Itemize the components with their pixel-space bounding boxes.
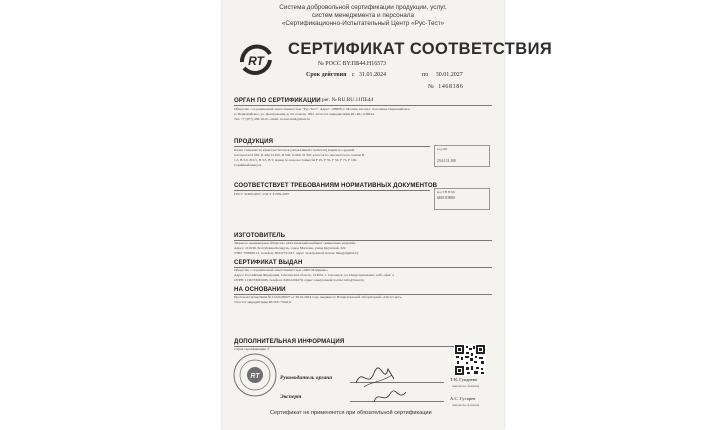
- validity-from-label: с: [351, 72, 355, 78]
- product-line-3: 1,5, В 2,0, В 2,5, В 3,5, В 5; марки по морозостойкости F 25, F 35, F 50, F 75, F 100.: [234, 158, 358, 162]
- standards-code-label: код ТН ВЭД: [437, 190, 455, 194]
- validity-row: [306, 72, 386, 78]
- standards-heading: СООТВЕТСТВУЕТ ТРЕБОВАНИЯМ НОРМАТИВНЫХ ДОКУМЕНТОВ: [234, 182, 438, 189]
- head-signature-label: Руководитель органа: [280, 375, 333, 381]
- header-line-3: «Сертификационно-Испытательный Центр «Рус-Тест»: [281, 20, 445, 27]
- product-code: 23.61.11.100: [437, 159, 456, 163]
- certificate-title: СЕРТИФИКАТ СООТВЕТСТВИЯ: [288, 40, 553, 58]
- reg-number-label: №: [318, 61, 324, 67]
- issued-line-3: ОГРН: 1136733001698, телефон: 84812204479, адрес электронной почты: info@mesi.by: [234, 278, 365, 282]
- footer-note: Сертификат не применяется при обязательной сертификации: [270, 410, 432, 416]
- issued-line-1: Общество с ограниченной ответственностью «МЕСИ-Ярцево»: [234, 268, 328, 272]
- header-line-2: систем менеджмента и персонала: [311, 12, 415, 19]
- organ-line-1: Общество с ограниченной ответственностью "Рус-Тест". Адрес: 108808, г. Москва, вн.тер.г. поселение Первомайское,: [234, 107, 411, 111]
- additional-line: Схема сертификации: 3: [234, 347, 269, 351]
- product-heading: ПРОДУКЦИЯ: [234, 138, 274, 145]
- logo-text: RT: [248, 54, 264, 68]
- validity-to-label: по: [422, 72, 429, 78]
- serial-number: 1468186: [438, 84, 464, 90]
- additional-heading: ДОПОЛНИТЕЛЬНАЯ ИНФОРМАЦИЯ: [234, 338, 345, 345]
- expert-name: А.С. Гусарев: [450, 396, 476, 401]
- standards-code: 6810119000: [437, 196, 455, 200]
- validity-to: 30.01.2027: [435, 72, 463, 78]
- product-line-4: Серийный выпуск: [234, 163, 262, 167]
- manufacturer-line-3: УНП: 700008113, телефон: 80222721547, адрес электронной почты: mks@mglksi.by: [234, 251, 359, 255]
- standards-rule: [234, 190, 430, 191]
- validity-from: 31.01.2024: [359, 72, 387, 78]
- header-line-1: Система добровольной сертификации продукции, услуг,: [279, 4, 447, 11]
- qr-code-icon: [454, 344, 486, 376]
- validity-to-row: [422, 72, 463, 78]
- issued-line-2: Адрес: Российская Федерация, Смоленская область, 214031, г. Смоленск, ул. Индустриальная, д.9б, офис 4: [234, 273, 394, 277]
- rt-logo-icon: [236, 40, 276, 80]
- manufacturer-line-1: Закрытое Акционерное Общество «Могилевский комбинат силикатных изделий»: [234, 241, 356, 245]
- basis-heading: НА ОСНОВАНИИ: [234, 286, 286, 293]
- head-caption: инициалы, фамилия: [452, 384, 480, 388]
- organ-rule: [234, 105, 492, 106]
- serial-row: [428, 84, 463, 90]
- certificate-sheet: [222, 0, 553, 430]
- reg-number-row: [318, 61, 386, 67]
- standards-text: ГОСТ 31360-2007, ГОСТ 31359-2007: [234, 192, 290, 196]
- issued-heading: СЕРТИФИКАТ ВЫДАН: [234, 259, 303, 266]
- organ-heading: ОРГАН ПО СЕРТИФИКАЦИИ: [234, 97, 321, 104]
- svg-text:RT: RT: [250, 373, 260, 380]
- head-name: Т.Н. Гуцарева: [450, 377, 477, 382]
- organ-reg-number: рег. № RU.RU.11ПБ44: [322, 97, 374, 103]
- reg-number: РОСС BY.ПБ44.Н16573: [325, 61, 387, 67]
- expert-signature-icon: [372, 388, 408, 406]
- expert-signature-label: Эксперт: [280, 394, 302, 400]
- product-line-1: Блоки стеновые из ячеистых бетонов (автоклавный газобетон) марки по средней: [234, 148, 355, 152]
- organ-line-3: Тел. +7 (977) 482-16-01, email: ru-test-mail@mail.ru: [234, 117, 310, 121]
- seal-stamp-icon: [232, 352, 278, 398]
- serial-label: №: [428, 84, 434, 90]
- basis-line-2: аттестат аккредитации RU.RU.75ОД11: [234, 300, 292, 304]
- standards-code-box: [434, 188, 490, 210]
- manufacturer-heading: ИЗГОТОВИТЕЛЬ: [234, 232, 286, 239]
- head-signature-icon: [354, 363, 398, 391]
- organ-line-2: п. Первомайское, ул. Центральная, д. 24, помещ. 1ЕП. Аттестат аккредитации RU.RU.11ПБ44.: [234, 112, 375, 116]
- product-code-box: [434, 145, 490, 167]
- basis-line-1: Протокола испытаний № СО24-00027 от 30.01.2024 года, выданного Испытательной лабораторией «Сити Серт»,: [234, 295, 403, 299]
- product-rule: [234, 146, 430, 147]
- expert-caption: инициалы, фамилия: [452, 403, 480, 407]
- product-code-label: код ОК: [437, 147, 448, 151]
- product-line-2: плотности D 350, D 400, D 450, D 500, D 600, D 700; классов по прочности на сжатие В: [234, 153, 365, 157]
- manufacturer-line-2: Адрес: 212030, Республика Беларусь, город Могилев, улица Крупской, 224: [234, 246, 346, 250]
- validity-label: Срок действия: [306, 72, 347, 78]
